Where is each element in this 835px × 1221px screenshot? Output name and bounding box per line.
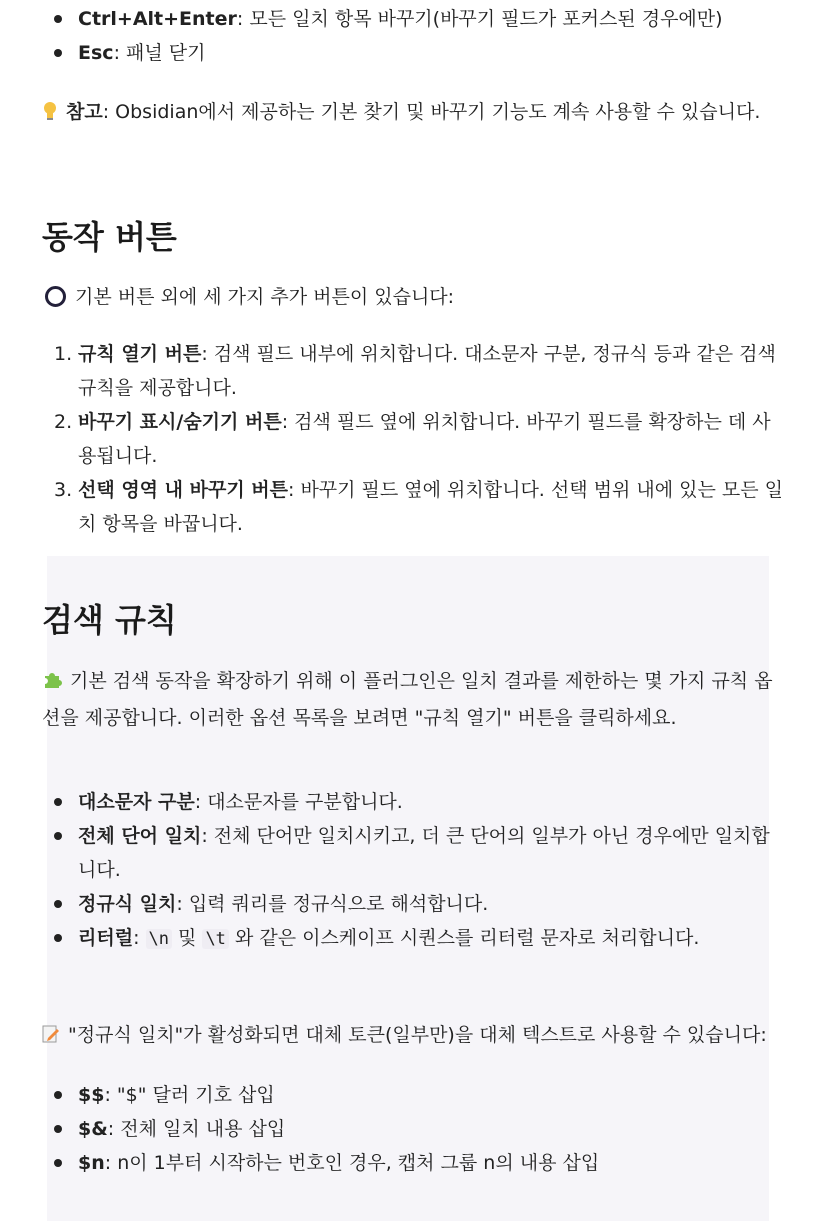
action-buttons-list [42,337,787,541]
search-rules-list [42,785,787,956]
action-buttons-intro: 기본 버튼 외에 세 가지 추가 버튼이 있습니다: [42,280,787,314]
lightbulb-icon [42,98,58,132]
list-item: $n: n이 1부터 시작하는 번호인 경우, 캡처 그룹 n의 내용 삽입 [42,1146,787,1180]
note-paragraph: 참고: Obsidian에서 제공하는 기본 찾기 및 바꾸기 기능도 계속 사용할 수 있습니다. [42,95,787,132]
search-rules-intro: 기본 검색 동작을 확장하기 위해 이 플러그인은 일치 결과를 제한하는 몇 가지 규칙 옵션을 제공합니다. 이러한 옵션 목록을 보려면 "규칙 열기" 버튼을 클릭하세요. [42,664,782,735]
list-item: 1. 규칙 열기 버튼: 검색 필드 내부에 위치합니다. 대소문자 구분, 정규식 등과 같은 검색 규칙을 제공합니다. [54,343,776,399]
memo-icon [42,1021,60,1055]
list-item: Ctrl+Alt+Enter: 모든 일치 항목 바꾸기(바꾸기 필드가 포커스된 경우에만) [42,2,787,36]
puzzle-icon [42,667,62,701]
list-item: $&: 전체 일치 내용 삽입 [42,1112,787,1146]
token-list [42,1078,787,1180]
list-item: 3. 선택 영역 내 바꾸기 버튼: 바꾸기 필드 옆에 위치합니다. 선택 범위 내에 있는 모든 일치 항목을 바꿉니다. [54,479,783,535]
section-heading-action-buttons: 동작 버튼 [42,218,177,256]
list-item: 2. 바꾸기 표시/숨기기 버튼: 검색 필드 옆에 위치합니다. 바꾸기 필드를 확장하는 데 사용됩니다. [54,411,771,467]
list-item: 대소문자 구분: 대소문자를 구분합니다. [42,785,787,819]
list-item: 정규식 일치: 입력 쿼리를 정규식으로 해석합니다. [42,887,787,921]
regex-note-paragraph: "정규식 일치"가 활성화되면 대체 토큰(일부만)을 대체 텍스트로 사용할 수 있습니다: [42,1018,787,1055]
list-item: 전체 단어 일치: 전체 단어만 일치시키고, 더 큰 단어의 일부가 아닌 경우에만 일치합니다. [42,819,787,887]
circle-icon [45,286,66,307]
inline-code: \t [202,929,228,949]
list-item: $$: "$" 달러 기호 삽입 [42,1078,787,1112]
shortcut-list [42,2,787,70]
list-item: 리터럴: \n 및 \t 와 같은 이스케이프 시퀀스를 리터럴 문자로 처리합니다. [42,921,787,956]
inline-code: \n [146,929,172,949]
section-heading-search-rules: 검색 규칙 [42,601,177,639]
list-item: Esc: 패널 닫기 [42,36,787,70]
